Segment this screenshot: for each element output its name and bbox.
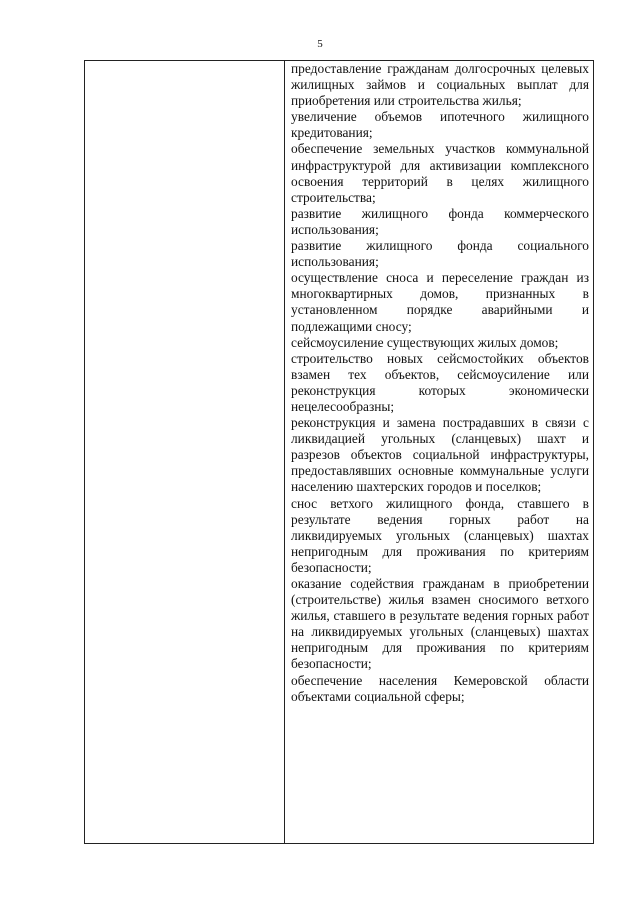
column-divider [284,61,285,843]
table-right-cell [291,61,589,705]
list-item: развитие жилищного фонда социального использования; [291,238,589,270]
list-item: предоставление гражданам долгосрочных целевых жилищных займов и социальных выплат для приобретения или строительства жилья; [291,61,589,109]
content-table [84,60,594,844]
list-item: снос ветхого жилищного фонда, ставшего в результате ведения горных работ на ликвидируемых угольных (сланцевых) шахтах непригодным для проживания по критериям безопасности; [291,495,589,575]
list-item: сейсмоусиление существующих жилых домов; [291,334,559,350]
list-item: развитие жилищного фонда коммерческого использования; [291,205,589,237]
list-item: оказание содействия гражданам в приобретении (строительстве) жилья взамен сносимого ветхого жилья, ставшего в результате ведения горных работ на ликвидируемых угольных (сланцевых) шахтах непригодным для проживания по критериям безопасности; [291,576,589,672]
table-left-cell [85,61,284,843]
list-item: обеспечение земельных участков коммунальной инфраструктурой для активизации комплексного освоения территорий в целях жилищного строительства; [291,141,589,205]
list-item: увеличение объемов ипотечного жилищного кредитования; [291,109,589,141]
list-item: обеспечение населения Кемеровской области объектами социальной сферы; [291,672,589,704]
list-item: строительство новых сейсмостойких объектов взамен тех объектов, сейсмоусиление или реконструкция которых экономически нецелесообразны; [291,350,589,414]
measures-list [291,61,589,705]
list-item: реконструкция и замена пострадавших в связи с ликвидацией угольных (сланцевых) шахт и разрезов объектов социальной инфраструктуры, предоставлявших основные коммунальные услуги населению шахтерских городов и поселков; [291,415,589,495]
page-number: 5 [317,38,323,50]
list-item: осуществление сноса и переселение граждан из многоквартирных домов, признанных в установленном порядке аварийными и подлежащими сносу; [291,270,589,334]
